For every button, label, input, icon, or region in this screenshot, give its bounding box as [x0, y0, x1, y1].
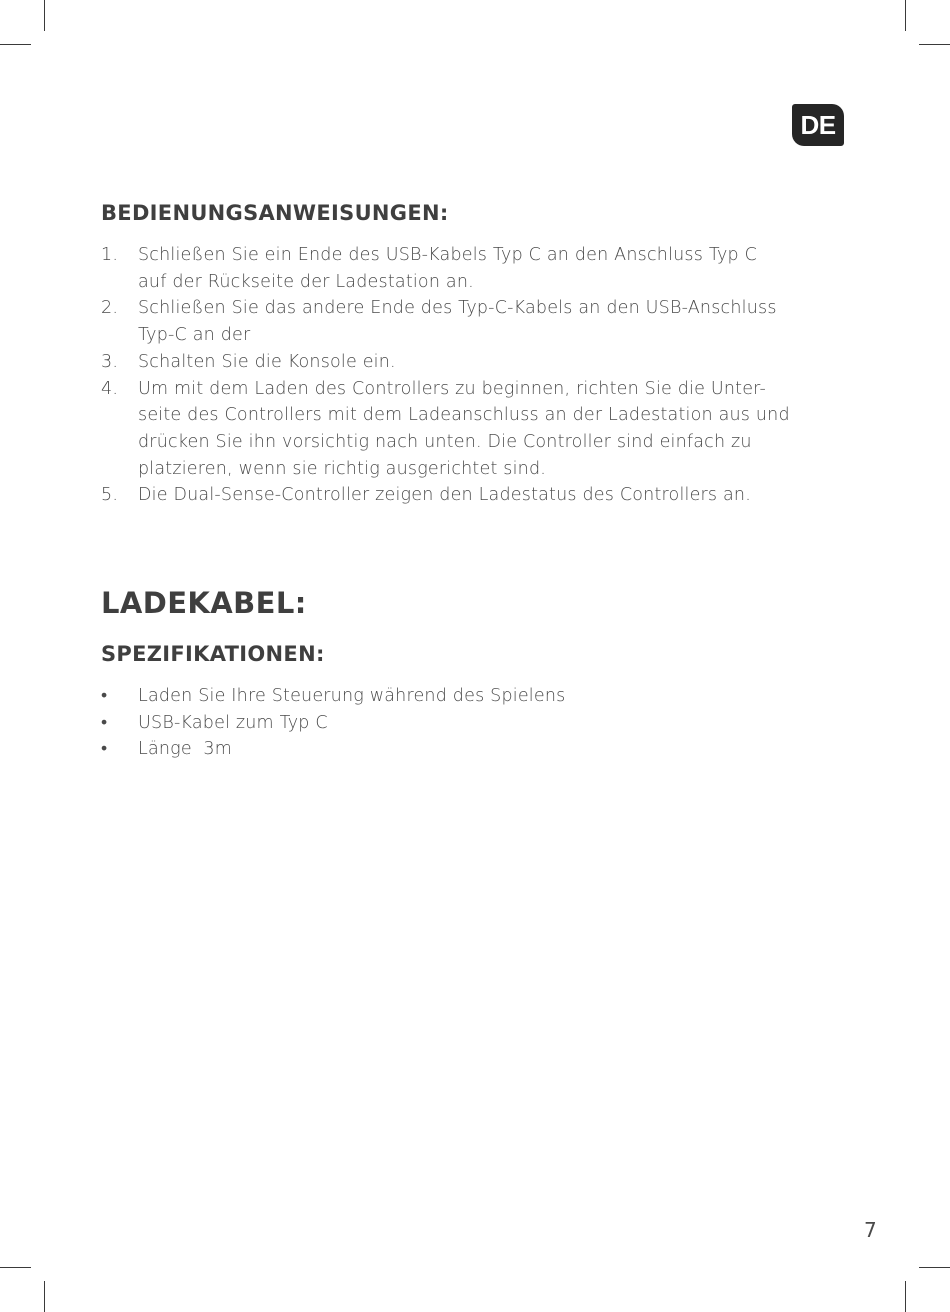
spec-item: [101, 736, 861, 763]
spec-text: Länge 3m: [138, 739, 232, 760]
step-line: seite des Controllers mit dem Ladeanschluss an der Ladestation aus und: [138, 405, 790, 426]
page-content: [101, 198, 861, 763]
spec-item: [101, 710, 861, 737]
step-line: Schließen Sie das andere Ende des Typ-C-Kabels an den USB-Anschluss: [138, 298, 777, 319]
crop-mark-bottom-left-horizontal: [0, 1267, 31, 1268]
crop-mark-top-left-vertical: [44, 0, 45, 31]
spec-text: Laden Sie Ihre Steuerung während des Spielens: [138, 686, 566, 707]
instructions-list: [101, 242, 861, 509]
crop-mark-top-right-vertical: [905, 0, 906, 31]
instructions-heading: BEDIENUNGSANWEISUNGEN:: [101, 201, 449, 225]
step-line: platzieren, wenn sie richtig ausgerichtet sind.: [138, 458, 547, 479]
step-line: drücken Sie ihn vorsichtig nach unten. Die Controller sind einfach zu: [138, 431, 752, 452]
specifications-heading: SPEZIFIKATIONEN:: [101, 642, 325, 667]
crop-mark-bottom-left-vertical: [44, 1281, 45, 1312]
instruction-step: [101, 482, 861, 509]
cable-section-title: LADEKABEL:: [101, 586, 307, 621]
step-line: auf der Rückseite der Ladestation an.: [138, 271, 474, 292]
step-number: 5.: [101, 485, 119, 506]
step-line: Schließen Sie ein Ende des USB-Kabels Typ C an den Anschluss Typ C: [138, 245, 758, 265]
step-number: 2.: [101, 298, 119, 319]
instruction-step: [101, 376, 861, 483]
instruction-step: [101, 242, 861, 295]
bullet-icon: •: [101, 686, 108, 707]
step-number: 4.: [101, 378, 119, 399]
language-badge: DE: [792, 104, 844, 146]
crop-mark-top-right-horizontal: [919, 44, 950, 45]
bullet-icon: •: [101, 739, 108, 760]
instruction-step: [101, 295, 861, 348]
step-number: 3.: [101, 351, 119, 372]
step-line: Schalten Sie die Konsole ein.: [138, 351, 396, 372]
step-line: Typ-C an der: [138, 325, 251, 346]
page-number: 7: [864, 1218, 877, 1242]
spec-item: [101, 683, 861, 710]
instruction-step: [101, 349, 861, 376]
specifications-list: [101, 683, 861, 763]
step-line: Die Dual-Sense-Controller zeigen den Ladestatus des Controllers an.: [138, 485, 751, 506]
crop-mark-top-left-horizontal: [0, 44, 31, 45]
crop-mark-bottom-right-horizontal: [919, 1267, 950, 1268]
crop-mark-bottom-right-vertical: [905, 1281, 906, 1312]
spec-text: USB-Kabel zum Typ C: [138, 712, 328, 733]
step-number: 1.: [101, 245, 119, 265]
bullet-icon: •: [101, 712, 108, 733]
step-line: Um mit dem Laden des Controllers zu beginnen, richten Sie die Unter-: [138, 378, 766, 399]
